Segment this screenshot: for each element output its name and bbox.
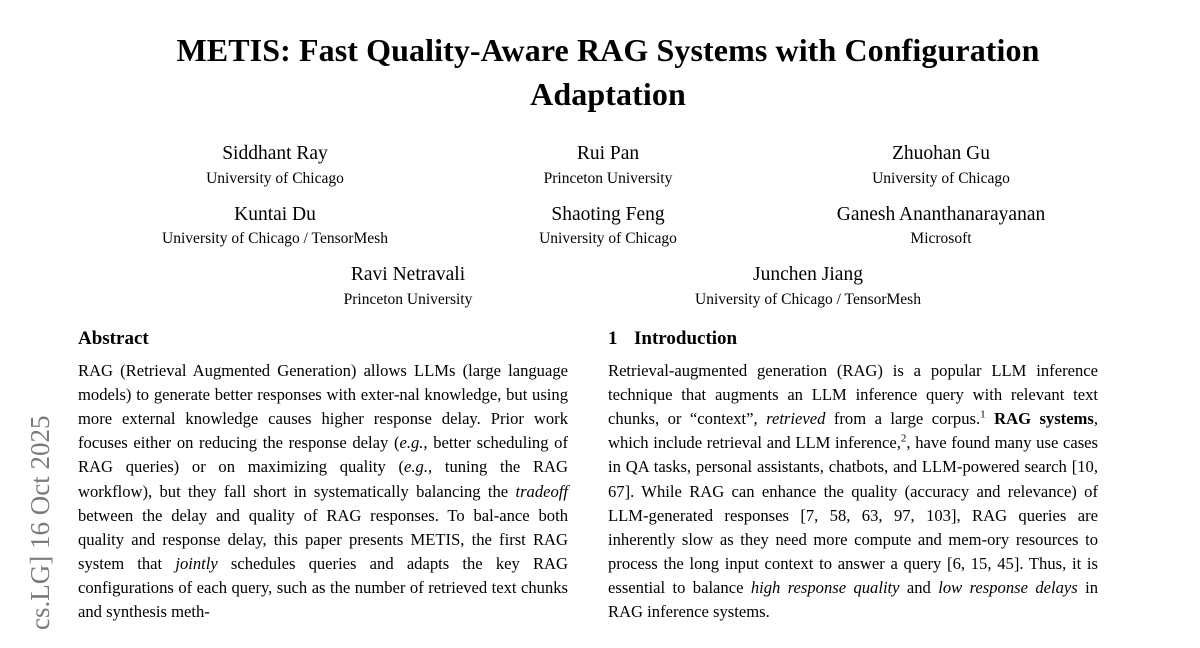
page-title: METIS: Fast Quality-Aware RAG Systems with Configuration Adaptation (176, 32, 1040, 113)
author-name: Rui Pan (576, 143, 640, 165)
arxiv-stamp: cs.LG] 16 Oct 2025 (25, 415, 55, 630)
author-name: Zhuohan Gu (891, 143, 991, 165)
author-affiliation: Princeton University (343, 290, 473, 308)
author-entry (775, 203, 1108, 250)
introduction-column (608, 328, 1098, 625)
author-entry (658, 263, 958, 310)
paper-page (78, 0, 1138, 648)
author-row (108, 263, 1108, 310)
author-affiliation: Princeton University (543, 169, 673, 187)
arxiv-stamp-container (18, 0, 66, 648)
author-entry (258, 263, 558, 310)
section-number: 1 (608, 327, 618, 349)
author-affiliation: Microsoft (910, 230, 972, 248)
author-entry (442, 203, 775, 250)
author-affiliation: University of Chicago (206, 169, 344, 187)
abstract-text: RAG (Retrieval Augmented Generation) allows LLMs (large language models) to generate better responses with exter‑nal knowledge, but using more external knowledge causes higher response delay. Prior work focuses either on reducing the response delay (e.g., better scheduling of RAG queries) or on maximizing quality (e.g., tuning the RAG workflow), but they fall short in systematically balancing the tradeoff between the delay and quality of RAG responses. To bal‑ance both quality and response delay, this paper presents METIS, the first RAG system that jointly schedules queries and adapts the key RAG configurations of each query, such as the number of retrieved text chunks and synthesis meth‑ (78, 360, 568, 622)
abstract-column (78, 328, 568, 625)
author-name: Ravi Netravali (350, 264, 466, 286)
author-row (108, 142, 1108, 189)
author-name: Ganesh Ananthanarayanan (836, 203, 1046, 225)
section-title: Introduction (634, 327, 738, 349)
author-name: Siddhant Ray (222, 143, 328, 165)
author-entry (442, 142, 775, 189)
author-name: Junchen Jiang (753, 264, 863, 286)
author-affiliation: University of Chicago (872, 169, 1010, 187)
abstract-heading: Abstract (78, 327, 149, 349)
author-row (108, 203, 1108, 250)
author-name: Shaoting Feng (551, 203, 665, 225)
author-affiliation: University of Chicago / TensorMesh (695, 290, 921, 308)
author-entry (109, 203, 442, 250)
author-entry (109, 142, 442, 189)
author-block (108, 142, 1108, 310)
introduction-text: Retrieval-augmented generation (RAG) is a popular LLM inference technique that augments an LLM inference query with relevant text chunks, or “context”, retrieved from a large corpus.$^1$ RAG systems, which include retrieval and LLM inference,$^2$, have found many use cases in QA tasks, personal assistants, chatbots, and LLM-powered search [10, 67]. While RAG can enhance the quality (accuracy and relevance) of LLM-generated responses [7, 58, 63, 97, 103], RAG queries are inherently slow as they need more compute and mem‑ory resources to process the long input context to answer a query [6, 15, 45]. Thus, it is essential to balance high response quality and low response delays in RAG inference systems. (608, 360, 1098, 622)
two-column-body (78, 328, 1098, 625)
author-affiliation: University of Chicago / TensorMesh (162, 230, 388, 248)
author-entry (775, 142, 1108, 189)
author-affiliation: University of Chicago (539, 230, 677, 248)
author-name: Kuntai Du (234, 203, 316, 225)
introduction-heading (608, 328, 1098, 350)
